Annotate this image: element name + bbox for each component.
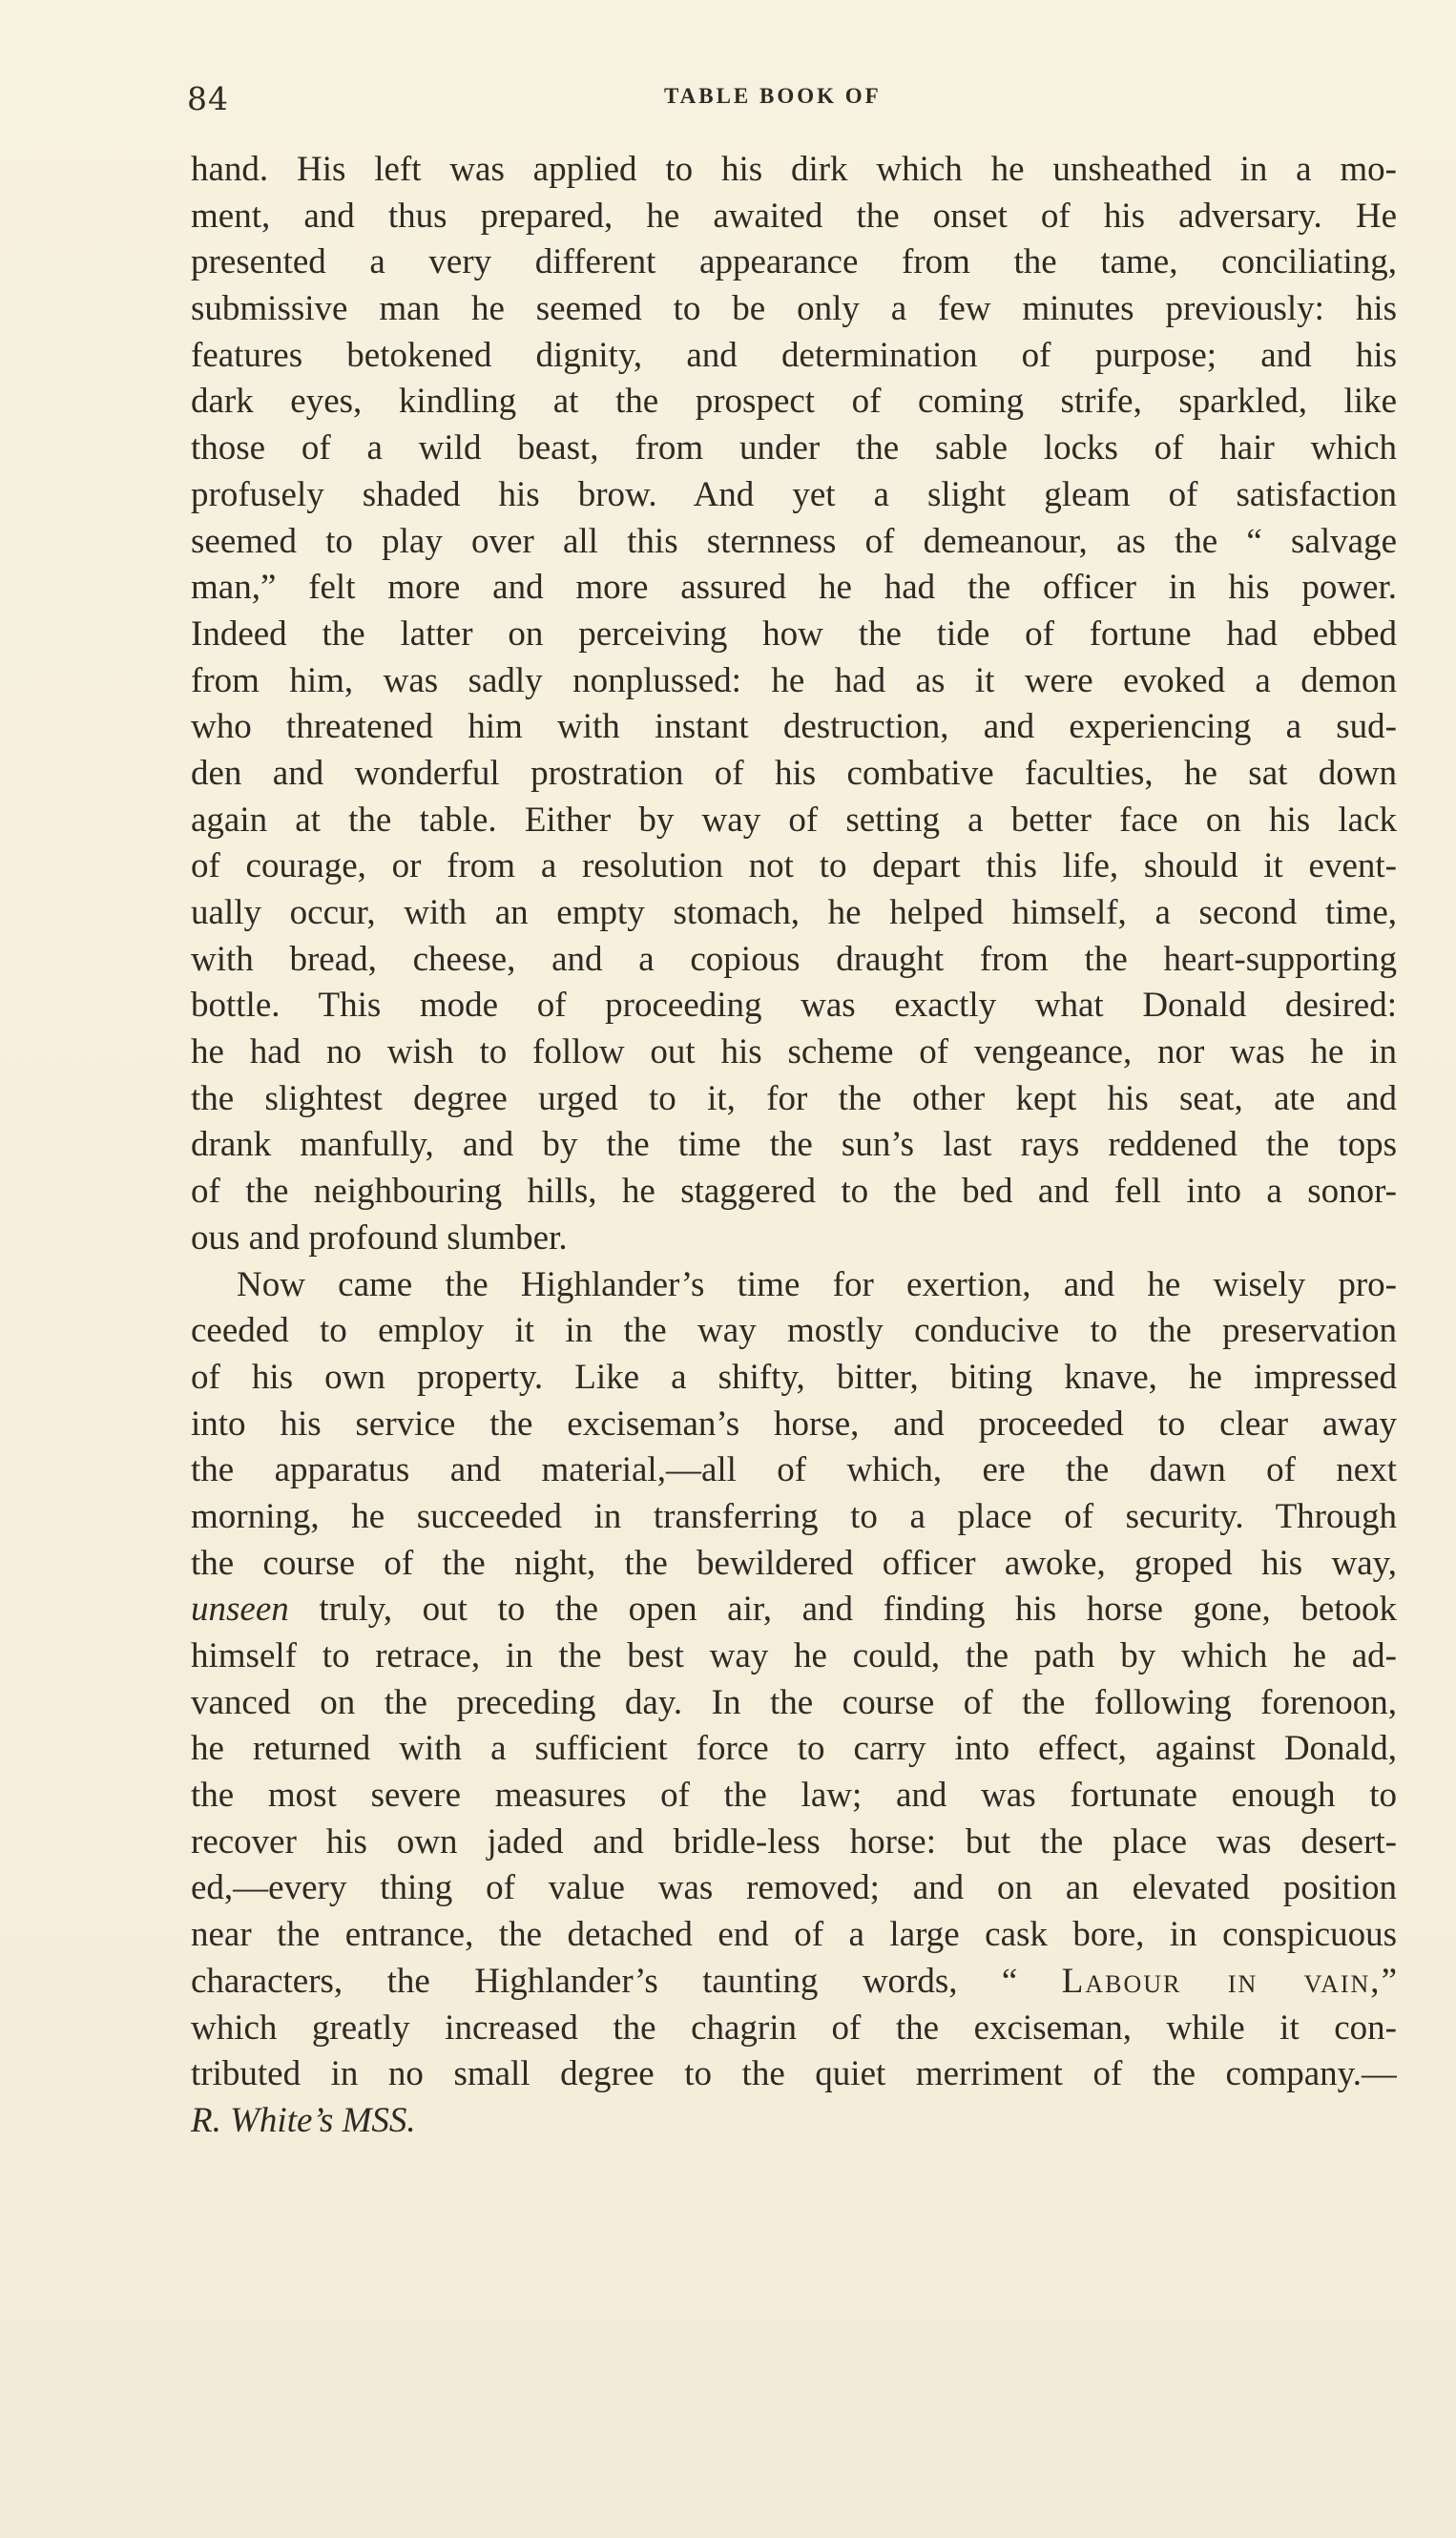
text-line: he had no wish to follow out his scheme of vengeance, nor was he in	[191, 1032, 1397, 1072]
text-line: those of a wild beast, from under the sable locks of hair which	[191, 428, 1397, 468]
text-line: tributed in no small degree to the quiet merriment of the company.—	[191, 2054, 1397, 2094]
italic-word: unseen	[191, 1590, 289, 1630]
text-line: with bread, cheese, and a copious draught from the heart-supporting	[191, 939, 1397, 979]
text-line: recover his own jaded and bridle-less horse: but the place was desert-	[191, 1821, 1397, 1862]
line-before: characters, the Highlander’s taunting words, “	[191, 1961, 1062, 2001]
page-header	[187, 74, 1408, 122]
text-line: man,” felt more and more assured he had the officer in his power.	[191, 568, 1397, 608]
text-line: ually occur, with an empty stomach, he helped himself, a second time,	[191, 893, 1397, 932]
text-line: seemed to play over all this sternness of demeanour, as the “ salvage	[191, 521, 1397, 561]
text-line: of the neighbouring hills, he staggered to the bed and fell into a sonor-	[191, 1172, 1397, 1212]
running-title: TABLE BOOK OF	[664, 84, 882, 108]
text-line-labour	[191, 1959, 1397, 2006]
text-line: from him, was sadly nonplussed: he had as it were evoked a demon	[191, 660, 1397, 700]
text-line: the apparatus and material,—all of which, ere the dawn of next	[191, 1450, 1397, 1490]
body-text	[191, 147, 1397, 2145]
text-line: near the entrance, the detached end of a large cask bore, in conspicuous	[191, 1915, 1397, 1955]
text-line: Now came the Highlander’s time for exertion, and he wisely pro-	[237, 1264, 1397, 1304]
text-line: the most severe measures of the law; and was fortunate enough to	[191, 1776, 1397, 1816]
text-line: which greatly increased the chagrin of the exciseman, while it con-	[191, 2008, 1397, 2048]
text-line: profusely shaded his brow. And yet a slight gleam of satisfaction	[191, 474, 1397, 514]
text-line: he returned with a sufficient force to carry into effect, against Donald,	[191, 1729, 1397, 1769]
line-after: ”	[1381, 1961, 1397, 2001]
text-line: the slightest degree urged to it, for the other kept his seat, ate and	[191, 1078, 1397, 1118]
text-line: submissive man he seemed to be only a few minutes previously: his	[191, 289, 1397, 329]
text-line: who threatened him with instant destruction, and experiencing a sud-	[191, 707, 1397, 747]
text-line: ment, and thus prepared, he awaited the onset of his adversary. He	[191, 196, 1397, 236]
text-line: den and wonderful prostration of his combative faculties, he sat down	[191, 753, 1397, 793]
text-line: ous and profound slumber.	[191, 1217, 568, 1258]
text-line: features betokened dignity, and determination of purpose; and his	[191, 335, 1397, 375]
text-line: drank manfully, and by the time the sun’s last rays reddened the tops	[191, 1125, 1397, 1165]
text-line: Indeed the latter on perceiving how the tide of fortune had ebbed	[191, 614, 1397, 654]
text-line: of courage, or from a resolution not to depart this life, should it event-	[191, 846, 1397, 886]
smallcaps-words: Labour in vain,	[1061, 1961, 1382, 2001]
text-line: vanced on the preceding day. In the course of the following forenoon,	[191, 1682, 1397, 1722]
text-line: ed,—every thing of value was removed; and on an elevated position	[191, 1868, 1397, 1908]
attribution: R. White’s MSS.	[191, 2100, 416, 2140]
text-line: into his service the exciseman’s horse, and proceeded to clear away	[191, 1404, 1397, 1444]
text-line: ceeded to employ it in the way mostly conducive to the preservation	[191, 1311, 1397, 1351]
text-line: morning, he succeeded in transferring to a place of security. Through	[191, 1496, 1397, 1536]
text-line: presented a very different appearance from the tame, conciliating,	[191, 242, 1397, 282]
text-line: of his own property. Like a shifty, bitter, biting knave, he impressed	[191, 1357, 1397, 1397]
line-rest: truly, out to the open air, and finding his horse gone, betook	[288, 1590, 1397, 1630]
text-line: hand. His left was applied to his dirk which he unsheathed in a mo-	[191, 150, 1397, 189]
text-line-unseen	[191, 1587, 1397, 1633]
text-line: bottle. This mode of proceeding was exactly what Donald desired:	[191, 986, 1397, 1026]
text-line: the course of the night, the bewildered officer awoke, groped his way,	[191, 1543, 1397, 1583]
page-number: 84	[187, 80, 229, 117]
text-line: again at the table. Either by way of setting a better face on his lack	[191, 800, 1397, 840]
text-line: himself to retrace, in the best way he could, the path by which he ad-	[191, 1636, 1397, 1675]
text-line: dark eyes, kindling at the prospect of coming strife, sparkled, like	[191, 382, 1397, 422]
